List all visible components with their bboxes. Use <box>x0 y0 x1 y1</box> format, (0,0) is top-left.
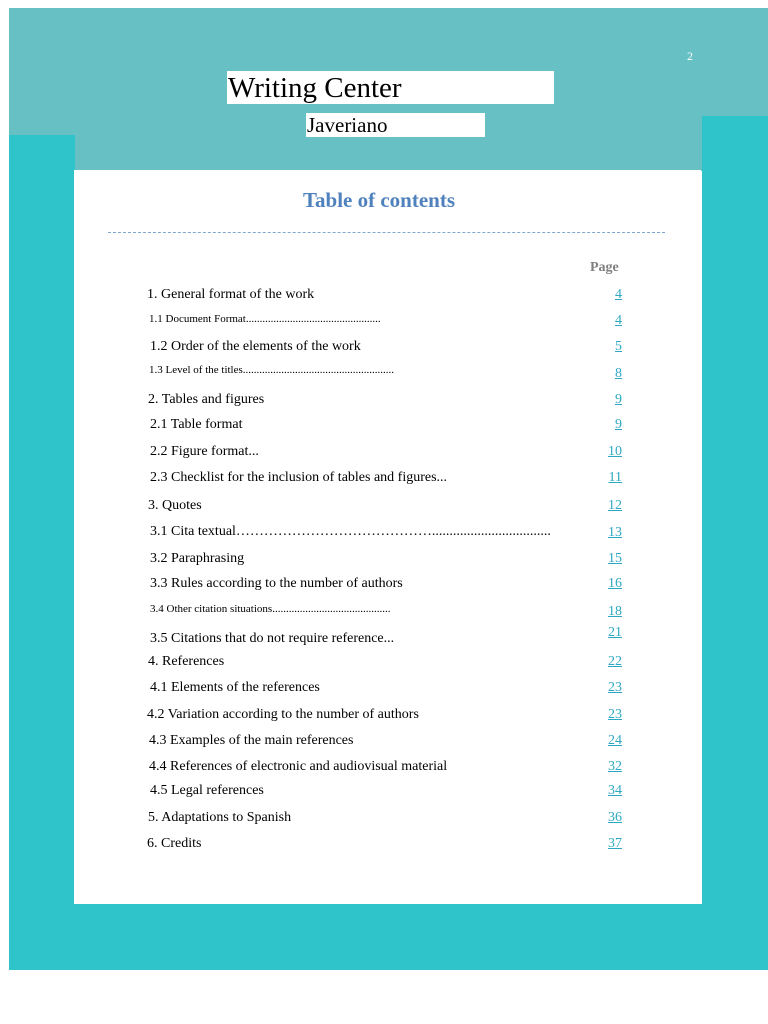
toc-entry-label: 6. Credits <box>147 836 202 851</box>
toc-entry-label: 4.2 Variation according to the number of authors <box>147 707 419 722</box>
toc-divider <box>108 232 665 233</box>
toc-entry-label: 3.3 Rules according to the number of authors <box>150 576 403 591</box>
toc-page-link[interactable]: 15 <box>608 551 622 566</box>
toc-page-link[interactable]: 23 <box>608 680 622 695</box>
toc-page-link[interactable]: 23 <box>608 707 622 722</box>
document-title: Writing Center <box>228 72 402 104</box>
toc-entry-label: 1. General format of the work <box>147 287 315 302</box>
bottom-border-band <box>9 904 768 970</box>
toc-page-link[interactable]: 21 <box>608 625 622 640</box>
toc-page-link[interactable]: 4 <box>615 287 622 302</box>
toc-entry-label: 4.5 Legal references <box>150 783 264 798</box>
toc-page-link[interactable]: 8 <box>615 366 622 381</box>
toc-page-link[interactable]: 34 <box>608 783 622 798</box>
toc-page-link[interactable]: 16 <box>608 576 622 591</box>
page-column-header: Page <box>590 260 619 275</box>
toc-page-link[interactable]: 9 <box>615 392 622 407</box>
toc-entry-label: 2.3 Checklist for the inclusion of tables and figures... <box>150 470 448 485</box>
document-subtitle: Javeriano <box>307 113 388 137</box>
toc-entry-label: 3.5 Citations that do not require reference... <box>150 631 395 646</box>
toc-entry-label: 1.3 Level of the titles....................................................... <box>149 364 395 376</box>
toc-entry-label: 4.4 References of electronic and audiovisual material <box>149 759 448 774</box>
toc-page-link[interactable]: 24 <box>608 733 622 748</box>
page-number: 2 <box>687 49 693 63</box>
toc-panel <box>74 170 701 904</box>
right-border-band <box>702 116 768 970</box>
toc-page-link[interactable]: 18 <box>608 604 622 619</box>
toc-page-link[interactable]: 13 <box>608 525 622 540</box>
toc-entry-label: 5. Adaptations to Spanish <box>148 810 292 825</box>
toc-page-link[interactable]: 10 <box>608 444 622 459</box>
toc-entry-label: 1.2 Order of the elements of the work <box>150 339 361 354</box>
toc-entry-label: 3.1 Cita textual…………………………………….................................. <box>150 524 551 539</box>
toc-entry-label: 4.3 Examples of the main references <box>149 733 354 748</box>
toc-heading: Table of contents <box>302 188 456 212</box>
toc-entry-label: 2.2 Figure format... <box>150 444 259 459</box>
toc-entry-label: 1.1 Document Format................................................. <box>149 313 381 325</box>
toc-page-link[interactable]: 37 <box>608 836 622 851</box>
toc-entry-label: 2.1 Table format <box>150 417 243 432</box>
toc-page-link[interactable]: 11 <box>608 470 622 485</box>
toc-page-link[interactable]: 22 <box>608 654 622 669</box>
toc-entry-label: 2. Tables and figures <box>148 392 265 407</box>
toc-page-link[interactable]: 5 <box>615 339 622 354</box>
toc-page-link[interactable]: 36 <box>608 810 622 825</box>
toc-page-link[interactable]: 4 <box>615 313 622 328</box>
toc-entry-label: 3. Quotes <box>148 498 202 513</box>
toc-page-link[interactable]: 32 <box>608 759 622 774</box>
toc-entry-label: 4. References <box>148 654 225 669</box>
toc-page-link[interactable]: 9 <box>615 417 622 432</box>
toc-entry-label: 3.4 Other citation situations........................................... <box>150 603 391 615</box>
toc-page-link[interactable]: 12 <box>608 498 622 513</box>
left-border-band <box>9 135 75 970</box>
toc-entry-label: 3.2 Paraphrasing <box>150 551 245 566</box>
toc-entry-label: 4.1 Elements of the references <box>150 680 320 695</box>
